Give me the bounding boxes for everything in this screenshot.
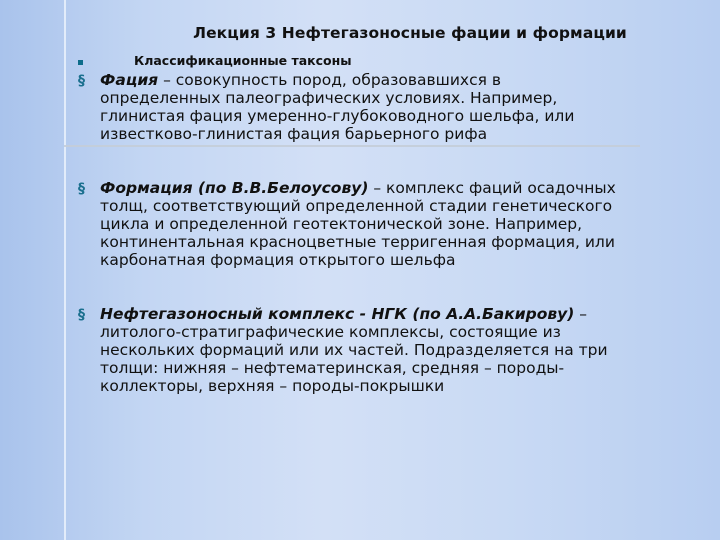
term-facies: Фация <box>100 71 159 89</box>
list-item-formation: Формация (по В.В.Белоусову) – комплекс фаций осадочных толщ, соответствующий определенной стадии генетического цикла и определенной геотектонической зоне. Например, континентальная красноцветные терригенная формация, или карбонатная формация открытого шельфа <box>100 179 616 269</box>
list-item-oil-gas-complex: Нефтегазоносный комплекс - НГК (по А.А.Бакирову) – литолого-стратиграфические комплексы, состоящие из нескольких формаций или их частей. Подразделяется на три толщи: нижняя – нефтематеринская, средняя – породы- коллекторы, верхняя – породы-покрышки <box>100 305 608 395</box>
slide-subtitle: Классификационные таксоны <box>134 53 352 68</box>
term-oil-gas-complex: Нефтегазоносный комплекс - НГК (по А.А.Бакирову) <box>100 305 575 323</box>
bullet-icon: § <box>78 181 85 197</box>
subtitle-bullet-icon <box>78 60 83 65</box>
slide-title: Лекция 3 Нефтегазоносные фации и формации <box>193 24 627 42</box>
term-formation: Формация (по В.В.Белоусову) <box>100 179 369 197</box>
decorative-horizontal-line <box>64 145 640 147</box>
list-item-facies: Фация – совокупность пород, образовавшихся в определенных палеографических условиях. Например, глинистая фация умеренно-глубоководного шельфа, или известково-глинистая фация барьерного рифа <box>100 71 575 143</box>
bullet-icon: § <box>78 307 85 323</box>
bullet-icon: § <box>78 73 85 89</box>
decorative-vertical-line <box>64 0 66 540</box>
